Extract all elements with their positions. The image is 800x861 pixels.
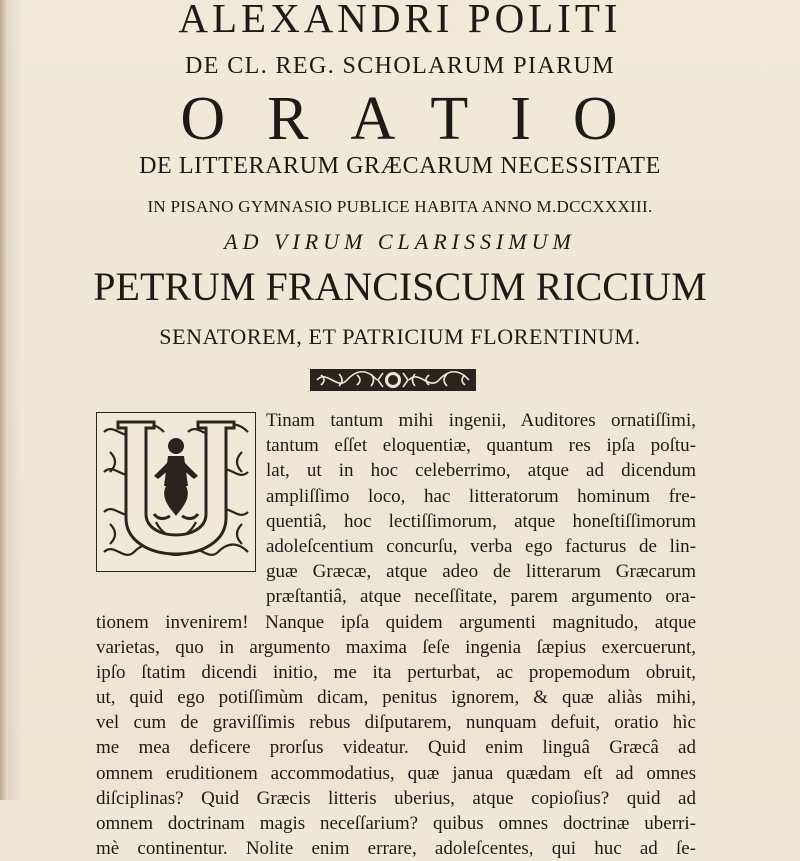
- body-line: quentiâ, hoc lectiſſimorum, atque honeſtiſſimorum: [266, 510, 696, 532]
- body-line: varietas, quo in argumento maxima ſeſe ingenia ſæpius exercuerunt,: [96, 636, 696, 658]
- body-line: vel cum de graviſſimis rebus diſputarem, nunquam defuit, oratio hìc: [96, 712, 696, 734]
- body-line: adoleſcentium concurſu, verba ego facturus de lin-: [266, 535, 696, 557]
- author-title: ALEXANDRI POLITI: [178, 0, 622, 41]
- body-line: mè continentur. Nolite enim errare, adoleſcentes, qui huc ad ſe-: [96, 838, 696, 860]
- dedicatee-title: SENATOREM, ET PATRICIUM FLORENTINUM.: [159, 324, 641, 349]
- body-line: guæ Græcæ, atque adeo de litterarum Græcarum: [266, 561, 696, 583]
- body-line: ipſo ſtatim dicendi initio, me ita perturbat, ac propemodum obruit,: [96, 661, 696, 683]
- floral-headpiece-ornament-icon: [309, 367, 477, 393]
- body-line: diſciplinas? Quid Græcis litteris uberius, atque copioſius? quid ad: [96, 787, 696, 809]
- occasion-line: IN PISANO GYMNASIO PUBLICE HABITA ANNO M.DCCXXXIII.: [147, 197, 653, 216]
- dedication-line: AD VIRUM CLARISSIMUM: [224, 229, 576, 254]
- oration-body: [96, 408, 696, 861]
- oratio-title: ORATIO: [180, 85, 660, 153]
- body-line: me mea deficere prorſus videatur. Quid enim linguâ Græcâ ad: [96, 737, 696, 759]
- dedicatee-name: PETRUM FRANCISCUM RICCIUM: [93, 264, 707, 309]
- body-line: ampliſſimo loco, hac litteratorum hominum fre-: [266, 485, 696, 507]
- body-line: ut, quid ego potiſſimùm dicam, penitus ignorem, & quæ aliàs mihi,: [96, 687, 696, 709]
- body-line: Tinam tantum mihi ingenii, Auditores ornatiſſimi,: [266, 410, 696, 431]
- body-line: tionem invenirem! Nanque ipſa quidem argumenti magnitudo, atque: [96, 611, 696, 633]
- body-line: præſtantiâ, atque neceſſitate, parem argumento ora-: [266, 586, 696, 608]
- subject-line: DE LITTERARUM GRÆCARUM NECESSITATE: [139, 153, 661, 179]
- body-line: tantum eſſet eloquentiæ, quantum res ipſa poſtu-: [266, 435, 696, 457]
- body-line: omnem eruditionem accommodatius, quæ janua quædam eſt ad omnes: [96, 762, 696, 784]
- body-line: lat, ut in hoc celeberrimo, atque ad dicendum: [266, 460, 696, 482]
- order-subtitle: DE CL. REG. SCHOLARUM PIARUM: [185, 53, 615, 79]
- body-line: omnem doctrinam magis neceſſarium? quibus omnes doctrinæ uberri-: [96, 813, 696, 834]
